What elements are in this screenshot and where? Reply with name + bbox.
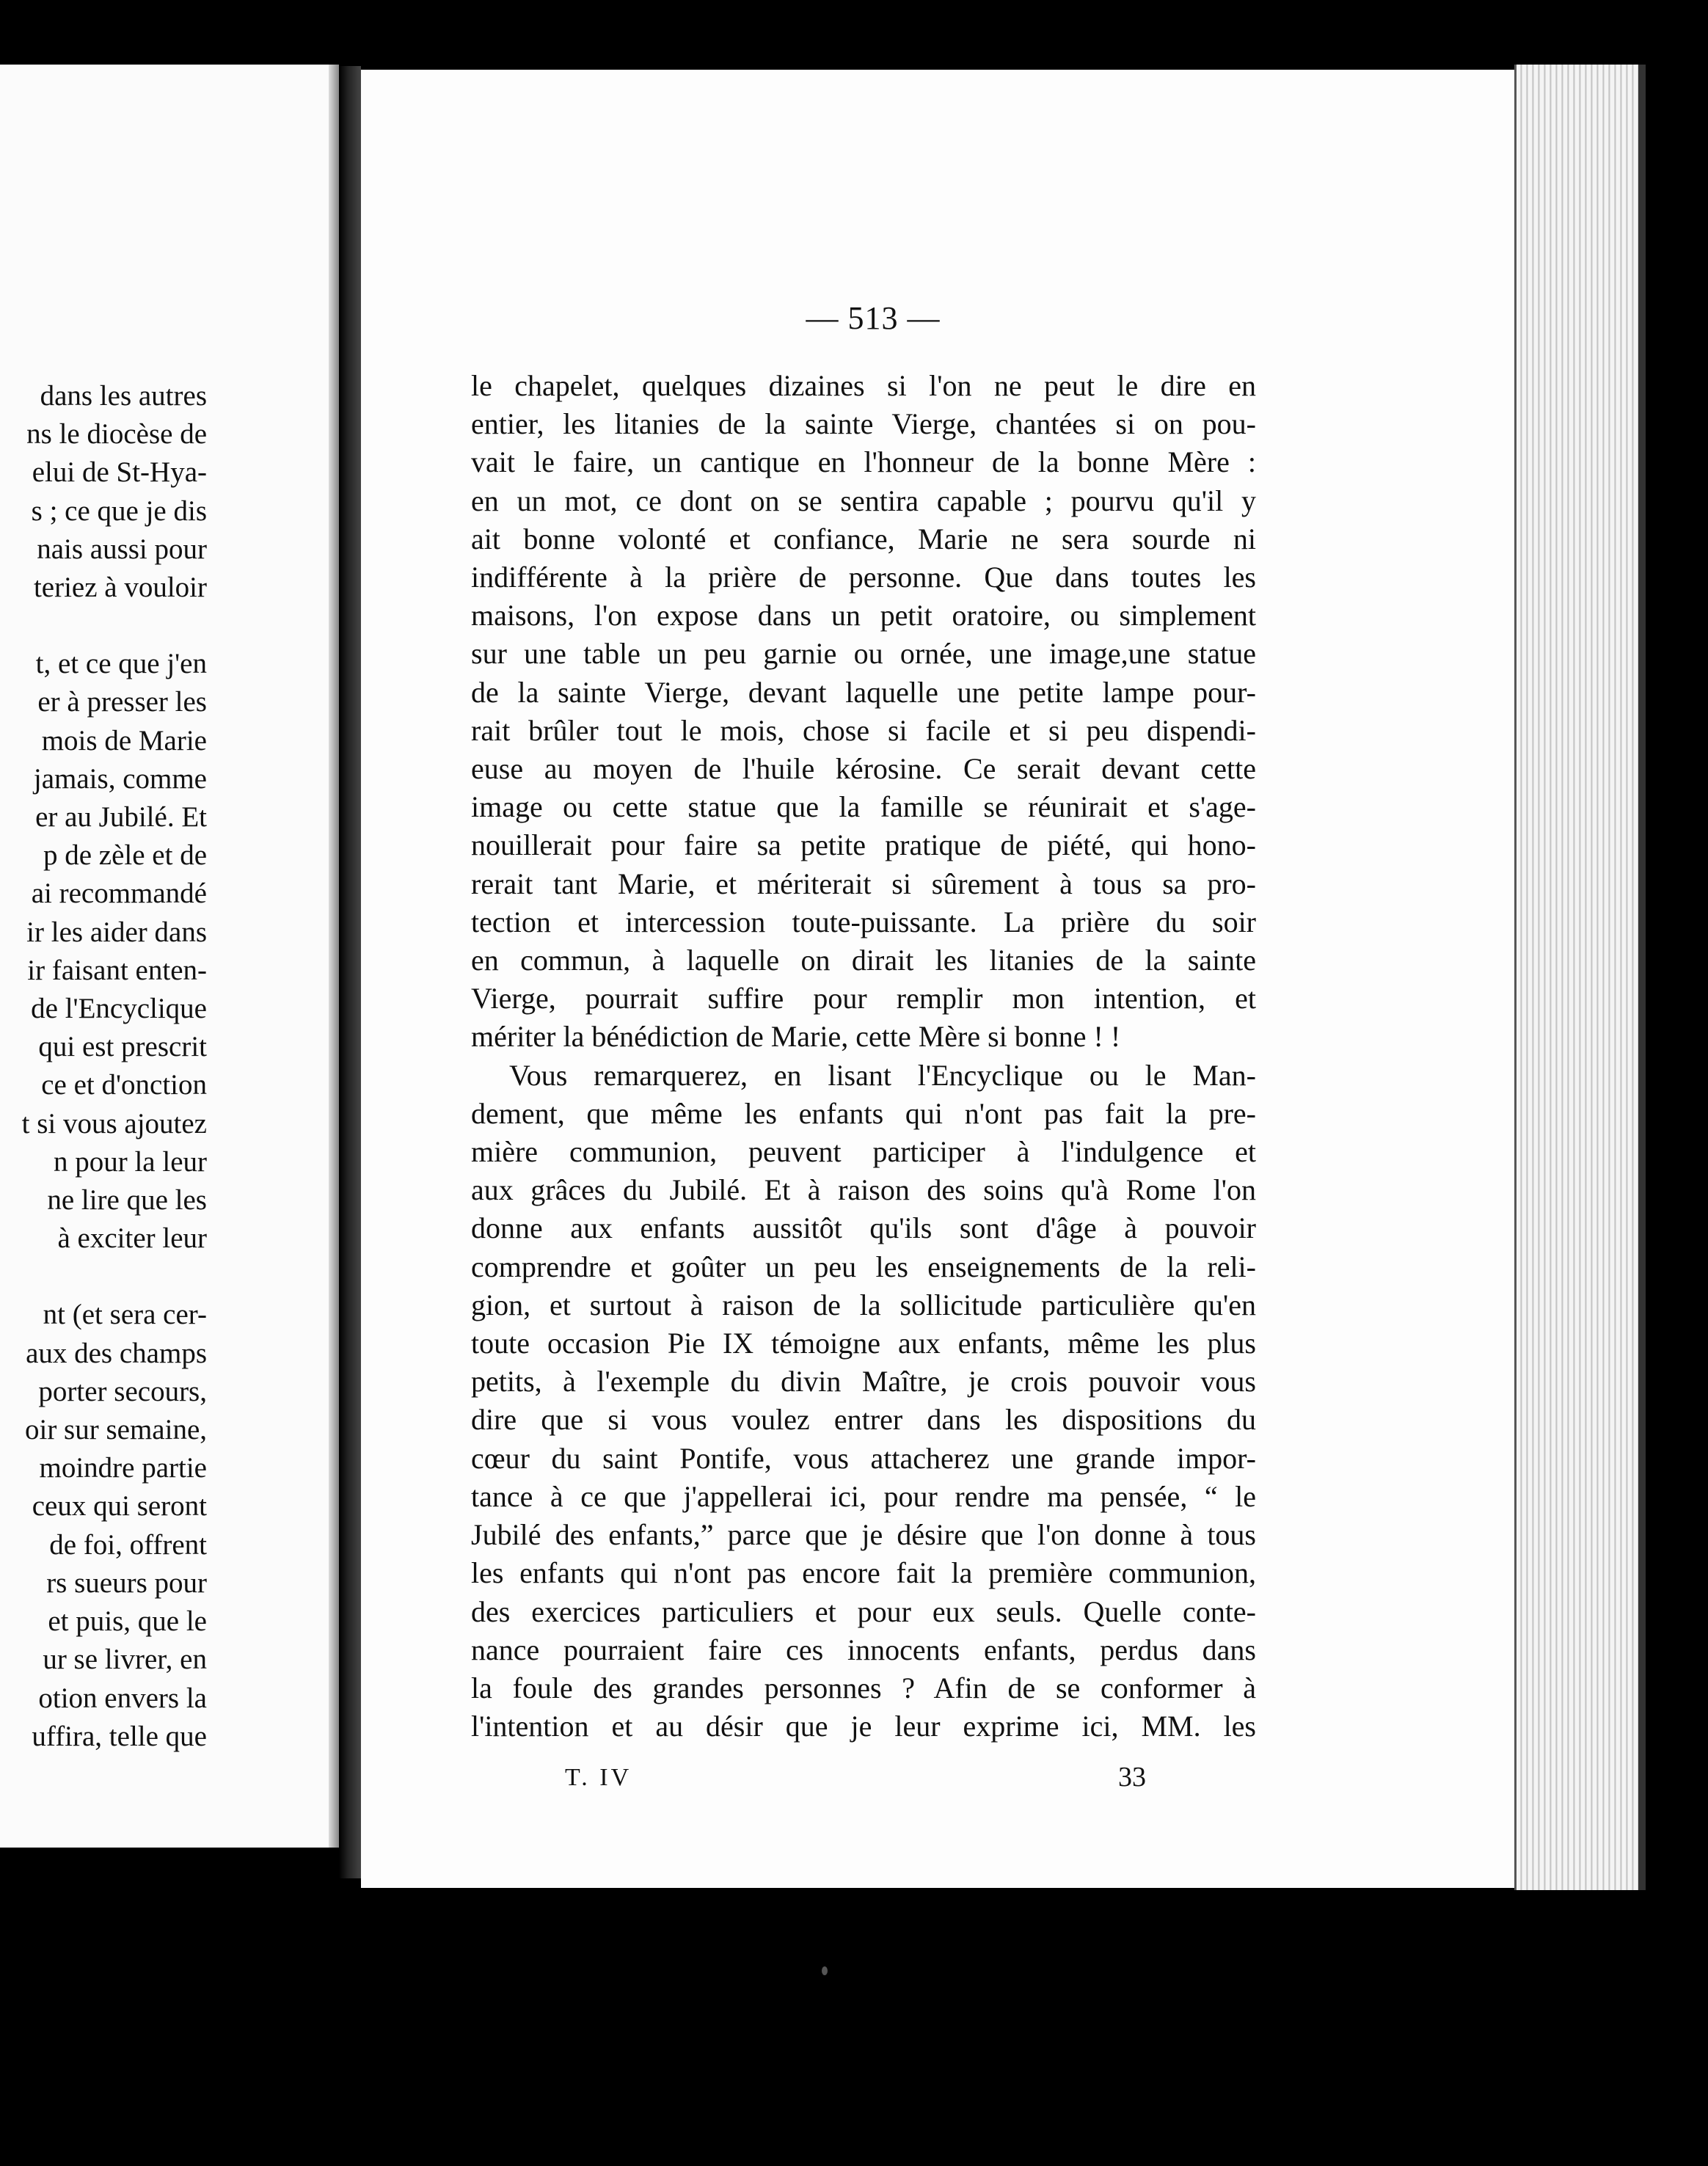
text-line: oir sur semaine, (24, 1414, 207, 1446)
text-line: rerait tant Marie, et mériterait si sûrement à tous sa pro- (471, 867, 1256, 900)
text-line: sur une table un peu garnie ou ornée, une image,une statue (471, 637, 1256, 671)
text-line: de l'Encyclique (31, 993, 207, 1025)
text-line: ns le diocèse de (26, 418, 207, 451)
text-line: à exciter leur (57, 1222, 207, 1255)
text-line: elui de St-Hya- (32, 456, 207, 489)
text-line: moindre partie (39, 1452, 207, 1484)
text-line: euse au moyen de l'huile kérosine. Ce serait devant cette (471, 752, 1256, 786)
text-line: ir faisant enten- (27, 954, 207, 986)
text-line: mois de Marie (41, 724, 207, 756)
text-line: rait brûler tout le mois, chose si facile et si peu dispendi- (471, 713, 1256, 747)
text-line: en un mot, ce dont on se sentira capable ; pourvu qu'il y (471, 484, 1256, 517)
text-line: aux grâces du Jubilé. Et à raison des soins qu'à Rome l'on (471, 1173, 1256, 1207)
text-line: rs sueurs pour (46, 1567, 207, 1599)
text-line: t, et ce que j'en (35, 648, 207, 680)
text-line: ceux qui seront (32, 1490, 207, 1523)
text-line: porter secours, (38, 1375, 207, 1407)
ink-speck (822, 1966, 828, 1975)
text-line: ne lire que les (47, 1184, 207, 1217)
text-line: n pour la leur (53, 1145, 207, 1178)
text-line: s ; ce que je dis (31, 495, 207, 527)
text-line: nt (et sera cer- (43, 1299, 207, 1331)
text-line: otion envers la (38, 1682, 207, 1714)
paragraph-gap (0, 1258, 207, 1296)
text-line: nais aussi pour (37, 533, 207, 565)
left-page-text (0, 377, 207, 1756)
text-line: er à presser les (37, 686, 207, 718)
text-line: et puis, que le (48, 1605, 207, 1638)
text-line: donne aux enfants aussitôt qu'ils sont d'âge à pouvoir (471, 1211, 1256, 1245)
text-line: aux des champs (26, 1337, 207, 1369)
text-line: uffira, telle que (32, 1720, 207, 1752)
text-line: de foi, offrent (49, 1528, 207, 1561)
text-line: teriez à vouloir (33, 572, 207, 604)
text-line: qui est prescrit (38, 1031, 207, 1063)
text-line: entier, les litanies de la sainte Vierge, chantées si on pou- (471, 407, 1256, 441)
text-line: cœur du saint Pontife, vous attacherez une grande impor- (471, 1441, 1256, 1475)
left-page-gutter (329, 65, 339, 1848)
text-line: Jubilé des enfants,” parce que je désire que l'on donne à tous (471, 1518, 1256, 1552)
page-number: — 513 — (806, 300, 941, 336)
text-line: les enfants qui n'ont pas encore fait la première communion, (471, 1556, 1256, 1590)
text-line: dans les autres (40, 380, 207, 412)
text-line: nouillerait pour faire sa petite pratique de piété, qui hono- (471, 828, 1256, 862)
text-line: ai recommandé (31, 878, 207, 910)
main-text (471, 367, 1256, 1746)
text-line: toute occasion Pie IX témoigne aux enfants, même les plus (471, 1327, 1256, 1360)
text-line: jamais, comme (33, 762, 207, 795)
text-line: indifférente à la prière de personne. Que dans toutes les (471, 561, 1256, 594)
text-line: ir les aider dans (26, 916, 207, 948)
left-page (0, 65, 339, 1848)
text-line: mière communion, peuvent participer à l'indulgence et (471, 1135, 1256, 1169)
text-line: er au Jubilé. Et (35, 801, 207, 834)
paragraph-gap (0, 607, 207, 645)
text-line: maisons, l'on expose dans un petit oratoire, ou simplement (471, 599, 1256, 632)
text-line: petits, à l'exemple du divin Maître, je crois pouvoir vous (471, 1365, 1256, 1399)
text-line: de la sainte Vierge, devant laquelle une petite lampe pour- (471, 675, 1256, 709)
text-line: des exercices particuliers et pour eux seuls. Quelle conte- (471, 1594, 1256, 1628)
text-line: t si vous ajoutez (21, 1107, 207, 1139)
book-spine (339, 66, 361, 1878)
text-line: en commun, à laquelle on dirait les litanies de la sainte (471, 944, 1256, 977)
text-line: dire que si vous voulez entrer dans les dispositions du (471, 1403, 1256, 1437)
text-line: image ou cette statue que la famille se réunirait et s'age- (471, 790, 1256, 824)
signature-mark: T. IV (565, 1764, 632, 1791)
text-line: gion, et surtout à raison de la sollicitude particulière qu'en (471, 1288, 1256, 1321)
text-line: Vous remarquerez, en lisant l'Encyclique ou le Man- (509, 1058, 1256, 1092)
signature-number: 33 (1118, 1762, 1146, 1793)
text-line: ait bonne volonté et confiance, Marie ne sera sourde ni (471, 522, 1256, 555)
text-line: p de zèle et de (43, 839, 207, 872)
text-line: tection et intercession toute-puissante. La prière du soir (471, 905, 1256, 938)
text-line: la foule des grandes personnes ? Afin de se conformer à (471, 1671, 1256, 1704)
text-line: comprendre et goûter un peu les enseignements de la reli- (471, 1250, 1256, 1283)
page-edges (1514, 65, 1646, 1890)
text-line: Vierge, pourrait suffire pour remplir mon intention, et (471, 982, 1256, 1015)
text-line: le chapelet, quelques dizaines si l'on ne peut le dire en (471, 369, 1256, 402)
text-line: ur se livrer, en (43, 1644, 207, 1676)
text-line: tance à ce que j'appellerai ici, pour rendre ma pensée, “ le (471, 1479, 1256, 1513)
text-line: dement, que même les enfants qui n'ont pas fait la pre- (471, 1096, 1256, 1130)
text-line: mériter la bénédiction de Marie, cette Mère si bonne ! ! (471, 1020, 1121, 1054)
cover-rim (1638, 65, 1646, 1890)
text-line: nance pourraient faire ces innocents enfants, perdus dans (471, 1633, 1256, 1666)
text-line: vait le faire, un cantique en l'honneur de la bonne Mère : (471, 445, 1256, 479)
text-line: ce et d'onction (41, 1069, 207, 1101)
text-line: l'intention et au désir que je leur exprime ici, MM. les (471, 1710, 1256, 1743)
